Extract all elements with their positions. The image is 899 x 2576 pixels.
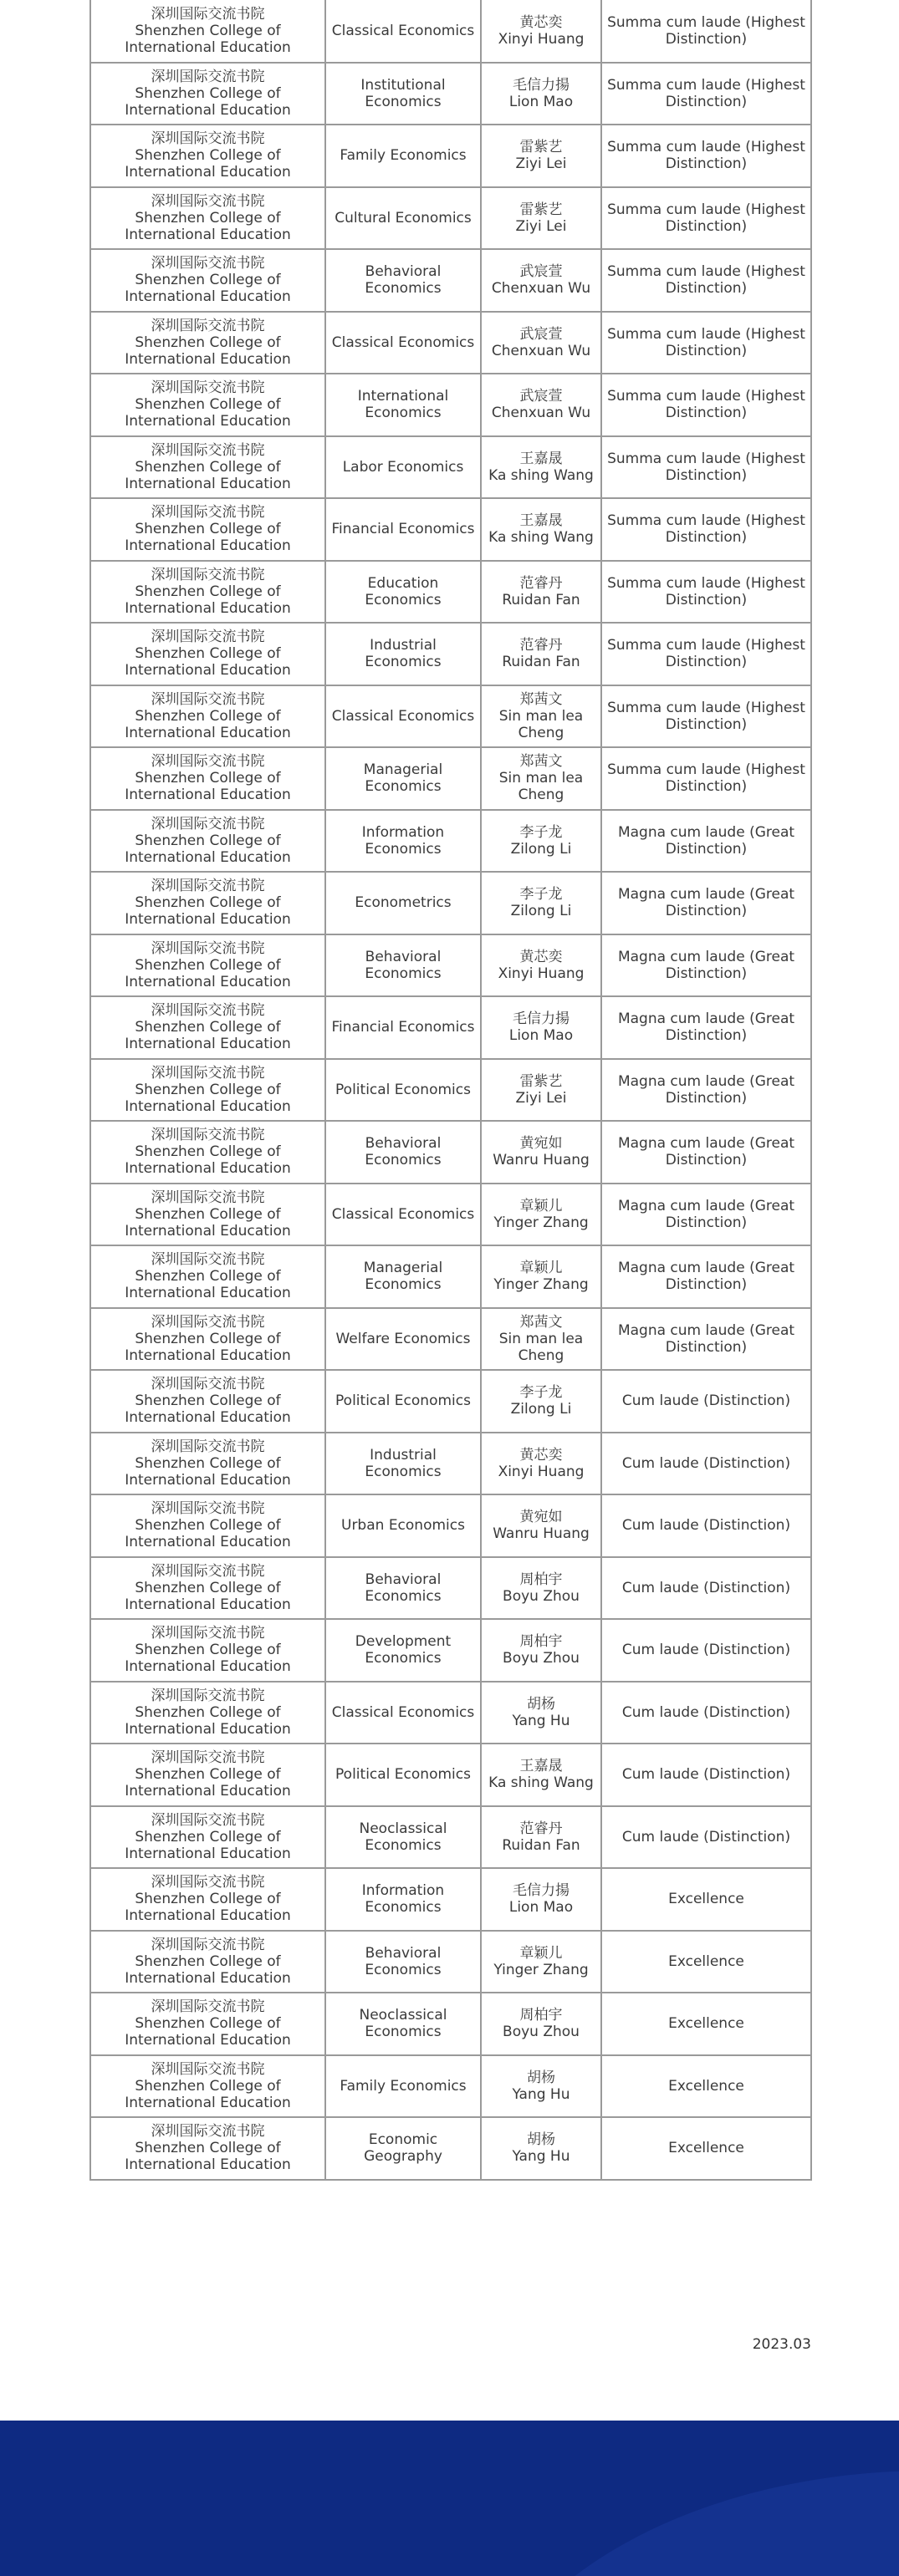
school-cell: 深圳国际交流书院 Shenzhen College of International Education — [90, 1370, 325, 1433]
student-cell: 黄芯奕 Xinyi Huang — [481, 0, 601, 63]
student-cell: 范睿丹 Ruidan Fan — [481, 1806, 601, 1869]
student-cell: 雷紫艺 Ziyi Lei — [481, 1059, 601, 1122]
student-cell: 王嘉晟 Ka shing Wang — [481, 1744, 601, 1806]
school-cell: 深圳国际交流书院 Shenzhen College of International Education — [90, 125, 325, 187]
table-row — [90, 0, 811, 63]
school-cell: 深圳国际交流书院 Shenzhen College of International Education — [90, 1433, 325, 1495]
footer-decorative-wave — [468, 2471, 899, 2576]
footer-banner — [0, 2421, 899, 2576]
award-cell: Magna cum laude (Great Distinction) — [601, 996, 811, 1059]
student-cell: 周柏宇 Boyu Zhou — [481, 1619, 601, 1682]
table-row — [90, 1433, 811, 1495]
subject-cell: Behavioral Economics — [325, 1557, 481, 1620]
award-cell: Summa cum laude (Highest Distinction) — [601, 561, 811, 624]
subject-cell: Industrial Economics — [325, 623, 481, 685]
student-cell: 郑茜文 Sin man lea Cheng — [481, 747, 601, 810]
student-cell: 王嘉晟 Ka shing Wang — [481, 498, 601, 561]
awards-table-body — [90, 0, 811, 2180]
award-cell: Magna cum laude (Great Distinction) — [601, 1308, 811, 1371]
award-cell: Summa cum laude (Highest Distinction) — [601, 0, 811, 63]
table-row — [90, 1121, 811, 1184]
subject-cell: Education Economics — [325, 561, 481, 624]
school-cell: 深圳国际交流书院 Shenzhen College of International Education — [90, 1806, 325, 1869]
award-cell: Cum laude (Distinction) — [601, 1494, 811, 1557]
award-cell: Summa cum laude (Highest Distinction) — [601, 312, 811, 374]
table-row — [90, 872, 811, 934]
school-cell: 深圳国际交流书院 Shenzhen College of International Education — [90, 810, 325, 873]
table-row — [90, 934, 811, 997]
table-row — [90, 623, 811, 685]
table-row — [90, 63, 811, 125]
student-cell: 武宸萱 Chenxuan Wu — [481, 312, 601, 374]
student-cell: 李子龙 Zilong Li — [481, 1370, 601, 1433]
table-row — [90, 125, 811, 187]
student-cell: 毛信力揚 Lion Mao — [481, 1868, 601, 1931]
subject-cell: Behavioral Economics — [325, 934, 481, 997]
table-row — [90, 747, 811, 810]
table-row — [90, 1744, 811, 1806]
table-row — [90, 1557, 811, 1620]
subject-cell: Classical Economics — [325, 1184, 481, 1246]
publication-date: 2023.03 — [752, 2336, 811, 2353]
subject-cell: Industrial Economics — [325, 1433, 481, 1495]
school-cell: 深圳国际交流书院 Shenzhen College of International Education — [90, 623, 325, 685]
table-row — [90, 312, 811, 374]
subject-cell: Classical Economics — [325, 685, 481, 748]
award-cell: Magna cum laude (Great Distinction) — [601, 1184, 811, 1246]
school-cell: 深圳国际交流书院 Shenzhen College of International Education — [90, 63, 325, 125]
subject-cell: International Economics — [325, 374, 481, 436]
subject-cell: Managerial Economics — [325, 1245, 481, 1308]
subject-cell: Labor Economics — [325, 436, 481, 499]
school-cell: 深圳国际交流书院 Shenzhen College of International Education — [90, 436, 325, 499]
award-cell: Summa cum laude (Highest Distinction) — [601, 436, 811, 499]
table-row — [90, 810, 811, 873]
subject-cell: Institutional Economics — [325, 63, 481, 125]
subject-cell: Family Economics — [325, 2055, 481, 2118]
school-cell: 深圳国际交流书院 Shenzhen College of International Education — [90, 685, 325, 748]
school-cell: 深圳国际交流书院 Shenzhen College of International Education — [90, 747, 325, 810]
school-cell: 深圳国际交流书院 Shenzhen College of International Education — [90, 996, 325, 1059]
school-cell: 深圳国际交流书院 Shenzhen College of International Education — [90, 0, 325, 63]
award-cell: Summa cum laude (Highest Distinction) — [601, 623, 811, 685]
subject-cell: Econometrics — [325, 872, 481, 934]
table-row — [90, 498, 811, 561]
school-cell: 深圳国际交流书院 Shenzhen College of International Education — [90, 312, 325, 374]
school-cell: 深圳国际交流书院 Shenzhen College of International Education — [90, 1494, 325, 1557]
school-cell: 深圳国际交流书院 Shenzhen College of International Education — [90, 1059, 325, 1122]
table-row — [90, 1619, 811, 1682]
student-cell: 黄芯奕 Xinyi Huang — [481, 934, 601, 997]
table-row — [90, 187, 811, 250]
award-cell: Magna cum laude (Great Distinction) — [601, 810, 811, 873]
subject-cell: Welfare Economics — [325, 1308, 481, 1371]
subject-cell: Information Economics — [325, 810, 481, 873]
student-cell: 毛信力揚 Lion Mao — [481, 63, 601, 125]
student-cell: 王嘉晟 Ka shing Wang — [481, 436, 601, 499]
subject-cell: Classical Economics — [325, 312, 481, 374]
school-cell: 深圳国际交流书院 Shenzhen College of International Education — [90, 2117, 325, 2180]
award-cell: Cum laude (Distinction) — [601, 1433, 811, 1495]
award-cell: Summa cum laude (Highest Distinction) — [601, 374, 811, 436]
table-row — [90, 996, 811, 1059]
student-cell: 胡杨 Yang Hu — [481, 2055, 601, 2118]
subject-cell: Family Economics — [325, 125, 481, 187]
award-cell: Excellence — [601, 2055, 811, 2118]
school-cell: 深圳国际交流书院 Shenzhen College of International Education — [90, 872, 325, 934]
subject-cell: Neoclassical Economics — [325, 1806, 481, 1869]
award-cell: Summa cum laude (Highest Distinction) — [601, 249, 811, 312]
award-cell: Magna cum laude (Great Distinction) — [601, 934, 811, 997]
subject-cell: Development Economics — [325, 1619, 481, 1682]
table-row — [90, 1184, 811, 1246]
award-cell: Cum laude (Distinction) — [601, 1744, 811, 1806]
student-cell: 李子龙 Zilong Li — [481, 872, 601, 934]
student-cell: 黄宛如 Wanru Huang — [481, 1494, 601, 1557]
award-cell: Summa cum laude (Highest Distinction) — [601, 747, 811, 810]
student-cell: 范睿丹 Ruidan Fan — [481, 623, 601, 685]
subject-cell: Behavioral Economics — [325, 1121, 481, 1184]
awards-table — [89, 0, 812, 2181]
student-cell: 郑茜文 Sin man lea Cheng — [481, 1308, 601, 1371]
subject-cell: Economic Geography — [325, 2117, 481, 2180]
school-cell: 深圳国际交流书院 Shenzhen College of International Education — [90, 934, 325, 997]
award-cell: Magna cum laude (Great Distinction) — [601, 1059, 811, 1122]
table-row — [90, 1931, 811, 1993]
table-row — [90, 374, 811, 436]
award-cell: Summa cum laude (Highest Distinction) — [601, 685, 811, 748]
table-row — [90, 1806, 811, 1869]
subject-cell: Behavioral Economics — [325, 1931, 481, 1993]
award-cell: Magna cum laude (Great Distinction) — [601, 1245, 811, 1308]
school-cell: 深圳国际交流书院 Shenzhen College of International Education — [90, 1557, 325, 1620]
subject-cell: Managerial Economics — [325, 747, 481, 810]
award-cell: Magna cum laude (Great Distinction) — [601, 1121, 811, 1184]
school-cell: 深圳国际交流书院 Shenzhen College of International Education — [90, 1993, 325, 2055]
subject-cell: Financial Economics — [325, 996, 481, 1059]
school-cell: 深圳国际交流书院 Shenzhen College of International Education — [90, 561, 325, 624]
table-row — [90, 1494, 811, 1557]
student-cell: 毛信力揚 Lion Mao — [481, 996, 601, 1059]
student-cell: 章颖儿 Yinger Zhang — [481, 1931, 601, 1993]
school-cell: 深圳国际交流书院 Shenzhen College of International Education — [90, 374, 325, 436]
award-cell: Cum laude (Distinction) — [601, 1557, 811, 1620]
student-cell: 武宸萱 Chenxuan Wu — [481, 249, 601, 312]
table-row — [90, 436, 811, 499]
award-cell: Magna cum laude (Great Distinction) — [601, 872, 811, 934]
student-cell: 郑茜文 Sin man lea Cheng — [481, 685, 601, 748]
school-cell: 深圳国际交流书院 Shenzhen College of International Education — [90, 1682, 325, 1744]
subject-cell: Financial Economics — [325, 498, 481, 561]
table-row — [90, 685, 811, 748]
school-cell: 深圳国际交流书院 Shenzhen College of International Education — [90, 498, 325, 561]
table-row — [90, 249, 811, 312]
subject-cell: Information Economics — [325, 1868, 481, 1931]
subject-cell: Cultural Economics — [325, 187, 481, 250]
award-cell: Excellence — [601, 1993, 811, 2055]
subject-cell: Political Economics — [325, 1059, 481, 1122]
school-cell: 深圳国际交流书院 Shenzhen College of International Education — [90, 1931, 325, 1993]
table-row — [90, 2055, 811, 2118]
subject-cell: Political Economics — [325, 1370, 481, 1433]
subject-cell: Classical Economics — [325, 1682, 481, 1744]
school-cell: 深圳国际交流书院 Shenzhen College of International Education — [90, 187, 325, 250]
subject-cell: Behavioral Economics — [325, 249, 481, 312]
student-cell: 武宸萱 Chenxuan Wu — [481, 374, 601, 436]
table-row — [90, 1868, 811, 1931]
student-cell: 李子龙 Zilong Li — [481, 810, 601, 873]
subject-cell: Neoclassical Economics — [325, 1993, 481, 2055]
subject-cell: Urban Economics — [325, 1494, 481, 1557]
student-cell: 胡杨 Yang Hu — [481, 2117, 601, 2180]
award-cell: Cum laude (Distinction) — [601, 1682, 811, 1744]
school-cell: 深圳国际交流书院 Shenzhen College of International Education — [90, 1245, 325, 1308]
table-row — [90, 1993, 811, 2055]
table-row — [90, 2117, 811, 2180]
table-row — [90, 1245, 811, 1308]
school-cell: 深圳国际交流书院 Shenzhen College of International Education — [90, 249, 325, 312]
school-cell: 深圳国际交流书院 Shenzhen College of International Education — [90, 1308, 325, 1371]
table-row — [90, 561, 811, 624]
student-cell: 章颖儿 Yinger Zhang — [481, 1184, 601, 1246]
award-cell: Excellence — [601, 1868, 811, 1931]
table-row — [90, 1059, 811, 1122]
award-cell: Summa cum laude (Highest Distinction) — [601, 498, 811, 561]
award-cell: Summa cum laude (Highest Distinction) — [601, 125, 811, 187]
table-row — [90, 1370, 811, 1433]
award-cell: Cum laude (Distinction) — [601, 1806, 811, 1869]
subject-cell: Classical Economics — [325, 0, 481, 63]
student-cell: 周柏宇 Boyu Zhou — [481, 1993, 601, 2055]
award-cell: Excellence — [601, 2117, 811, 2180]
student-cell: 周柏宇 Boyu Zhou — [481, 1557, 601, 1620]
school-cell: 深圳国际交流书院 Shenzhen College of International Education — [90, 1121, 325, 1184]
school-cell: 深圳国际交流书院 Shenzhen College of International Education — [90, 1744, 325, 1806]
student-cell: 范睿丹 Ruidan Fan — [481, 561, 601, 624]
award-cell: Summa cum laude (Highest Distinction) — [601, 63, 811, 125]
school-cell: 深圳国际交流书院 Shenzhen College of International Education — [90, 1184, 325, 1246]
student-cell: 黄芯奕 Xinyi Huang — [481, 1433, 601, 1495]
subject-cell: Political Economics — [325, 1744, 481, 1806]
school-cell: 深圳国际交流书院 Shenzhen College of International Education — [90, 1619, 325, 1682]
table-row — [90, 1682, 811, 1744]
award-cell: Cum laude (Distinction) — [601, 1370, 811, 1433]
student-cell: 雷紫艺 Ziyi Lei — [481, 187, 601, 250]
award-cell: Excellence — [601, 1931, 811, 1993]
table-row — [90, 1308, 811, 1371]
award-cell: Cum laude (Distinction) — [601, 1619, 811, 1682]
award-cell: Summa cum laude (Highest Distinction) — [601, 187, 811, 250]
school-cell: 深圳国际交流书院 Shenzhen College of International Education — [90, 1868, 325, 1931]
student-cell: 胡杨 Yang Hu — [481, 1682, 601, 1744]
awards-table-container — [89, 0, 810, 2181]
student-cell: 章颖儿 Yinger Zhang — [481, 1245, 601, 1308]
student-cell: 雷紫艺 Ziyi Lei — [481, 125, 601, 187]
school-cell: 深圳国际交流书院 Shenzhen College of International Education — [90, 2055, 325, 2118]
student-cell: 黄宛如 Wanru Huang — [481, 1121, 601, 1184]
